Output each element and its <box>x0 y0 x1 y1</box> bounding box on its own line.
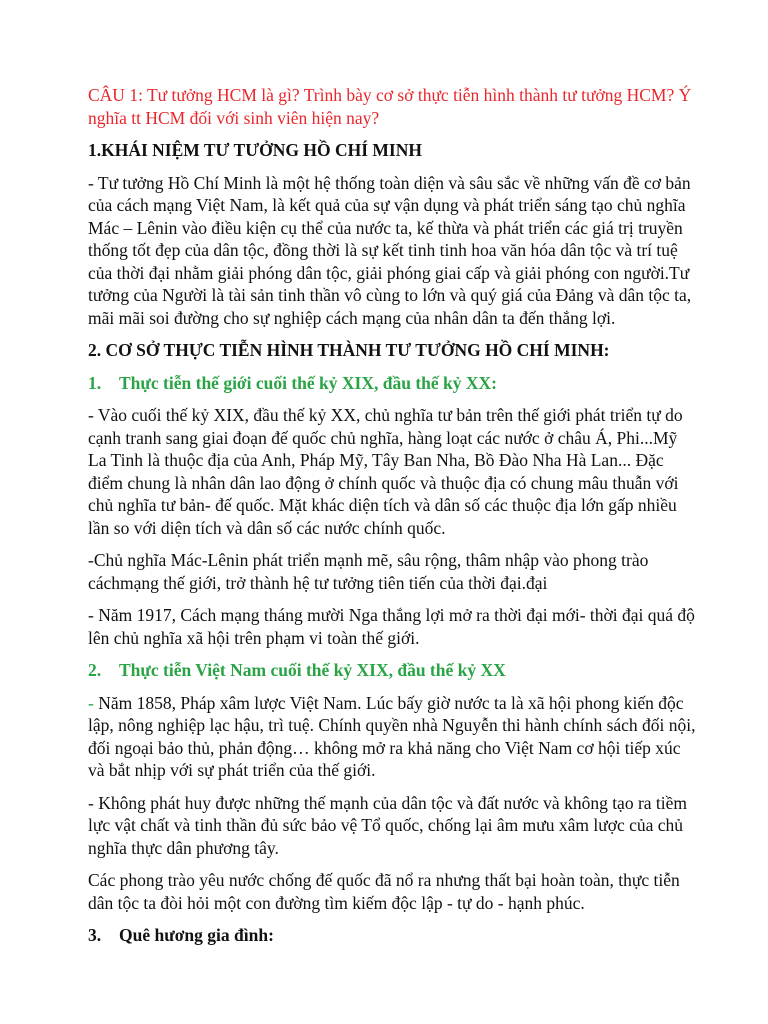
section-2-heading: 2. CƠ SỞ THỰC TIỄN HÌNH THÀNH TƯ TƯỞNG HỒ CHÍ MINH: <box>88 340 610 360</box>
subsection-2-dash: - <box>88 692 94 713</box>
subsection-1-title: Thực tiễn thế giới cuối thế kỷ XIX, đầu thế kỷ XX: <box>119 372 497 393</box>
section-1-heading: 1.KHÁI NIỆM TƯ TƯỞNG HỒ CHÍ MINH <box>88 140 422 160</box>
section-1-paragraph: - Tư tưởng Hồ Chí Minh là một hệ thống toàn diện và sâu sắc về những vấn đề cơ bản của cách mạng Việt Nam, là kết quả của sự vận dụng và phát triển sáng tạo chủ nghĩa Mác – Lênin vào điều kiện cụ thể của nước ta, kế thừa và phát triển các giá trị truyền thống tốt đẹp của dân tộc, đồng thời là sự kết tinh tinh hoa văn hóa dân tộc và trí tuệ của thời đại nhằm giải phóng dân tộc, giải phóng giai cấp và giải phóng con người.Tư tưởng của Người là tài sản tinh thần vô cùng to lớn và quý giá của Đảng và dân tộc ta, mãi mãi soi đường cho sự nghiệp cách mạng của nhân dân ta đến thắng lợi. <box>88 172 692 328</box>
subsection-1-paragraph-1: - Vào cuối thế kỷ XIX, đầu thế kỷ XX, chủ nghĩa tư bản trên thế giới phát triển tự do cạnh tranh sang giai đoạn đế quốc chủ nghĩa, hàng loạt các nước ở châu Á, Phi...Mỹ La Tinh là thuộc địa của Anh, Pháp Mỹ, Tây Ban Nha, Bồ Đào Nha Hà Lan... Đặc điểm chung là nhân dân lao động ở chính quốc và thuộc địa có chung mâu thuẫn với chủ nghĩa tư bản- đế quốc. Mặt khác diện tích và dân số các thuộc địa lớn gấp nhiều lần so với diện tích và dân số các nước chính quốc. <box>88 405 683 538</box>
subsection-2-paragraph-3: Các phong trào yêu nước chống đế quốc đã nổ ra nhưng thất bại hoàn toàn, thực tiễn dân tộc ta đòi hỏi một con đường tìm kiếm độc lập - tự do - hạnh phúc. <box>88 870 680 913</box>
subsection-1-paragraph-2: -Chủ nghĩa Mác-Lênin phát triển mạnh mẽ, sâu rộng, thâm nhập vào phong trào cáchmạng thế giới, trở thành hệ tư tưởng tiên tiến của thời đại.đại <box>88 550 649 593</box>
subsection-3-heading <box>88 924 698 947</box>
subsection-2-heading <box>88 659 698 682</box>
subsection-2-paragraph-1-text: Năm 1858, Pháp xâm lược Việt Nam. Lúc bấy giờ nước ta là xã hội phong kiến độc lập, nông nghiệp lạc hậu, trì tuệ. Chính quyền nhà Nguyễn thi hành chính sách đối nội, đối ngoại bảo thủ, phản động… không mở ra khả năng cho Việt Nam cơ hội tiếp xúc và bắt nhịp với sự phát triển của thế giới. <box>88 692 696 780</box>
subsection-1-paragraph-3: - Năm 1917, Cách mạng tháng mười Nga thắng lợi mở ra thời đại mới- thời đại quá độ lên chủ nghĩa xã hội trên phạm vi toàn thế giới. <box>88 605 695 648</box>
question-title: CÂU 1: Tư tưởng HCM là gì? Trình bày cơ sở thực tiễn hình thành tư tưởng HCM? Ý nghĩa tt HCM đối với sinh viên hiện nay? <box>88 85 692 128</box>
subsection-2-number: 2. <box>88 660 102 680</box>
subsection-1-heading <box>88 372 698 395</box>
subsection-3-title: Quê hương gia đình: <box>119 925 274 945</box>
subsection-3-number: 3. <box>88 925 102 945</box>
subsection-1-number: 1. <box>88 372 102 393</box>
subsection-2-title: Thực tiễn Việt Nam cuối thế kỷ XIX, đầu thế kỷ XX <box>119 660 506 680</box>
subsection-2-paragraph-2: - Không phát huy được những thế mạnh của dân tộc và đất nước và không tạo ra tiềm lực vật chất và tinh thần đủ sức bảo vệ Tổ quốc, chống lại âm mưu xâm lược của chủ nghĩa thực dân phương tây. <box>88 792 688 858</box>
subsection-2-paragraph-1 <box>88 692 698 782</box>
